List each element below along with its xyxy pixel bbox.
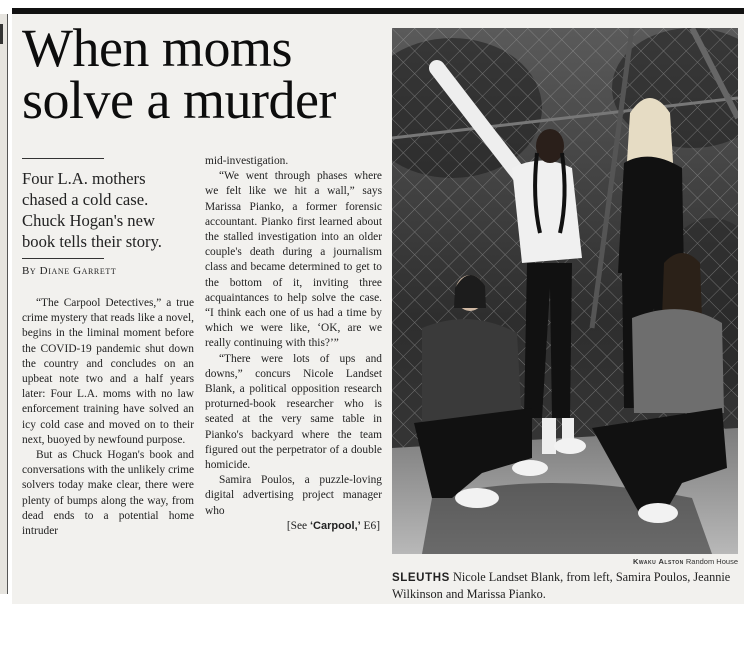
photo-caption	[392, 569, 742, 602]
caption-text: Nicole Landset Blank, from left, Samira Poulos, Jeannie Wilkinson and Marissa Pianko.	[392, 570, 731, 601]
jump-ref: ‘Carpool,’	[309, 519, 361, 532]
headline	[22, 18, 382, 130]
jump-close: E6]	[360, 519, 380, 532]
photo-credit	[633, 557, 738, 566]
paragraph: “There were lots of ups and downs,” concurs Nicole Landset Blank, a political opposition research proturned-book researcher who is seated at the very same table in Pianko's backyard where the team figured out the perpetrator of a double homicide.	[205, 352, 382, 472]
deck: Four L.A. mothers chased a cold case. Chuck Hogan's new book tells their story.	[22, 169, 162, 251]
paragraph: mid-investigation.	[205, 155, 289, 167]
deck-rule	[22, 158, 104, 159]
article-photo	[392, 28, 738, 554]
body-column-1	[22, 296, 194, 539]
byline-prefix: By	[22, 265, 40, 277]
headline-line-1: When moms	[22, 18, 292, 78]
byline-name: Diane Garrett	[39, 265, 117, 277]
jump-open: [See	[286, 519, 310, 532]
headline-line-2: solve a murder	[22, 70, 336, 130]
photo-illustration	[392, 28, 738, 554]
caption-lead: SLEUTHS	[392, 572, 450, 584]
credit-name: Kwaku Alston	[633, 557, 684, 566]
jump-line	[205, 519, 382, 534]
paragraph: But as Chuck Hogan's book and conversations with the unlikely crime solvers today make clear, there were plenty of bumps along the way, from dead ends to a potential home intruder	[22, 449, 194, 538]
body-column-2	[205, 154, 382, 534]
paragraph: “We went through phases where we felt like we hit a wall,” says Marissa Pianko, a former forensic accountant. Pianko first learned about the stalled investigation into an older couple's death during a journalism class and became determined to get to the bottom of it, inviting three acquaintances to help solve the case. “I think each one of us had a time by which we were like, ‘OK, are we really continuing with this?’”	[205, 170, 382, 350]
top-rule	[12, 8, 744, 14]
paragraph: Samira Poulos, a puzzle-loving digital advertising project manager who	[205, 474, 382, 517]
byline-rule	[22, 258, 104, 259]
byline	[22, 265, 116, 277]
credit-org: Random House	[685, 557, 738, 566]
paragraph: “The Carpool Detectives,” a true crime mystery that reads like a novel, begins in the liminal moment before the COVID-19 pandemic shut down the country and concludes on an upbeat note two and a half years later: Four L.A. moms with no law enforcement training have solved an icy cold case and moved on to their next, buoyed by newfound purpose.	[22, 297, 194, 446]
left-column-edge	[0, 14, 8, 594]
